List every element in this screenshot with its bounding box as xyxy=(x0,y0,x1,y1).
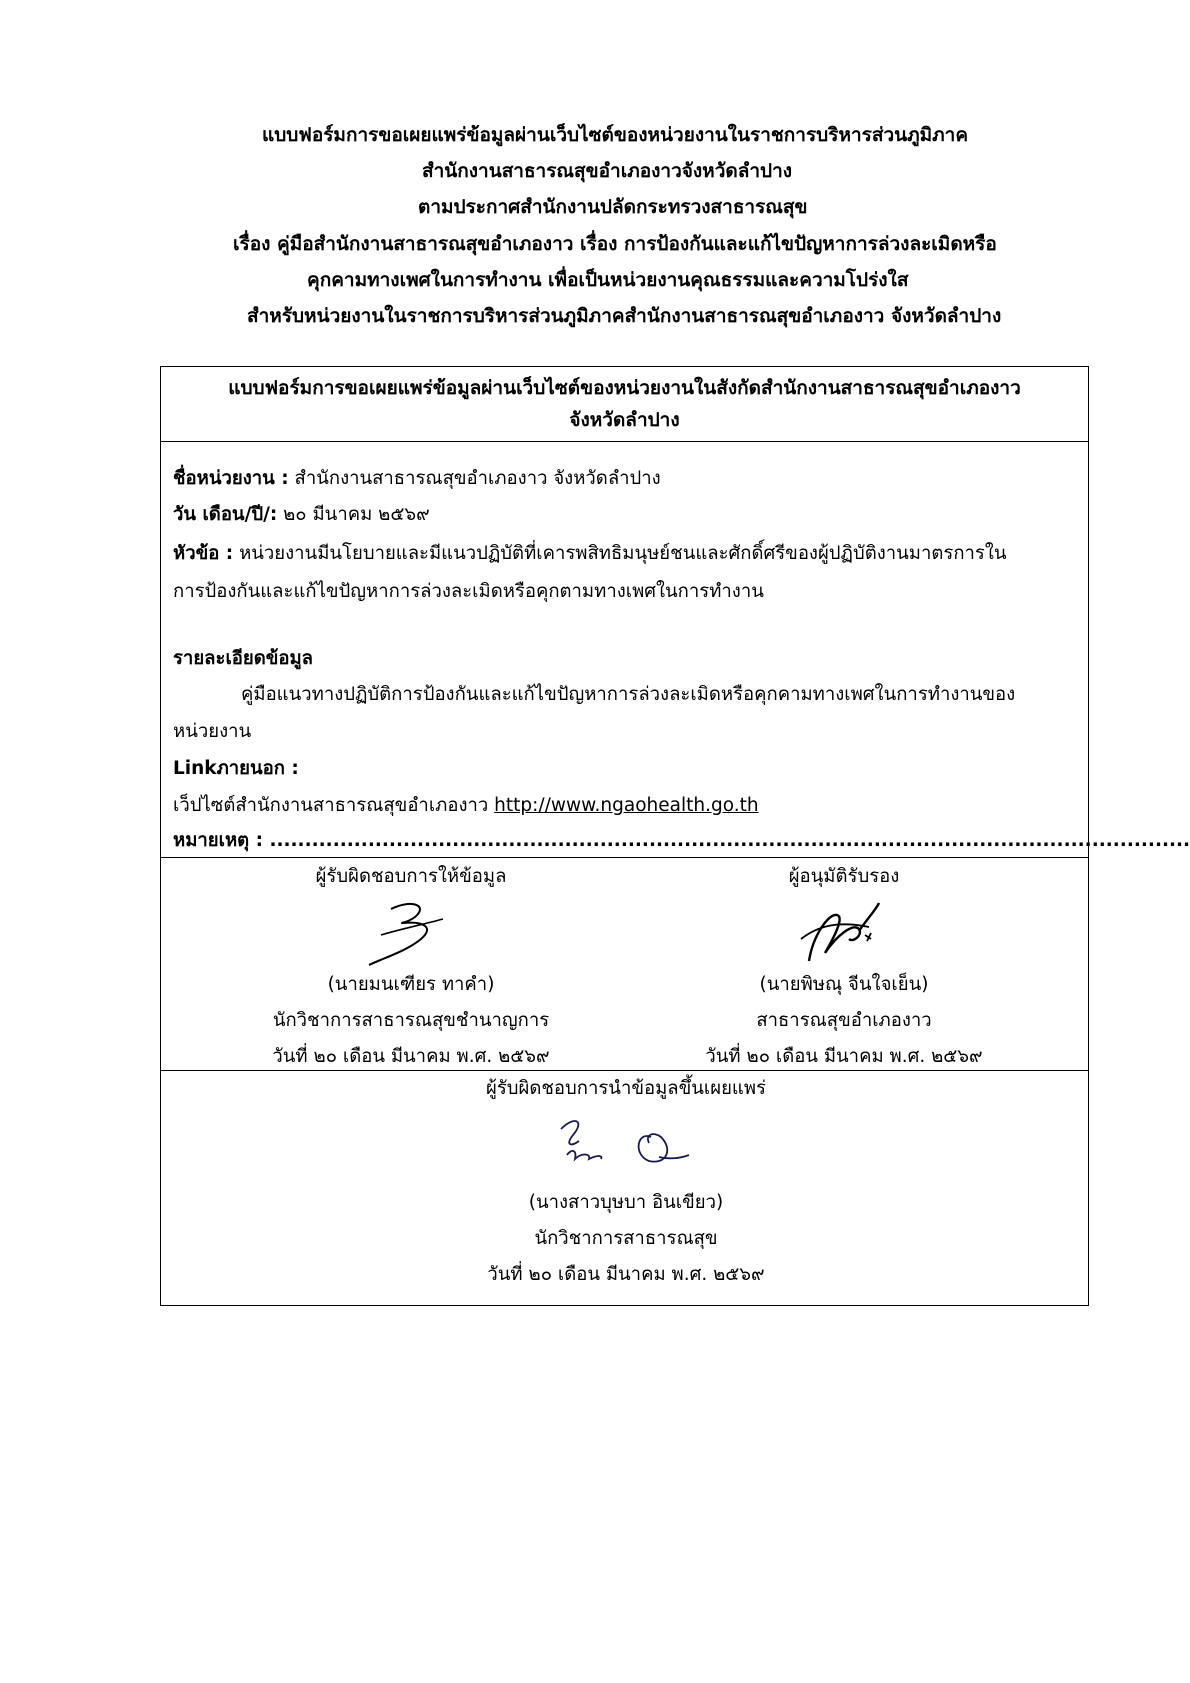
topic-label: หัวข้อ : xyxy=(173,543,234,564)
separator-signatures xyxy=(161,857,1088,858)
form-title-line-1: แบบฟอร์มการขอเผยแพร่ข้อมูลผ่านเว็บไซต์ของหน่วยงานในสังกัดสำนักงานสาธารณสุขอำเภองาว xyxy=(228,377,1021,399)
publisher-signature xyxy=(361,1107,891,1185)
header-line-1: แบบฟอร์มการขอเผยแพร่ข้อมูลผ่านเว็บไซต์ของหน่วยงานในราชการบริหารส่วนภูมิภาค xyxy=(262,124,969,146)
approver-signature xyxy=(629,895,1059,967)
publisher-name: (นางสาวบุษบา อินเขียว) xyxy=(528,1192,724,1213)
publisher-heading: ผู้รับผิดชอบการนำข้อมูลขึ้นเผยแพร่ xyxy=(486,1078,766,1099)
agency-label: ชื่อหน่วยงาน : xyxy=(173,468,289,489)
topic-value-line-2: การป้องกันและแก้ไขปัญหาการล่วงละเมิดหรือคุกตามทางเพศในการทำงาน xyxy=(173,581,764,602)
approver-block xyxy=(629,859,1059,1075)
header-line-4: เรื่อง คู่มือสำนักงานสาธารณสุขอำเภองาว เรื่อง การป้องกันและแก้ไขปัญหาการล่วงละเมิดหรือ xyxy=(233,233,997,255)
note-label: หมายเหตุ : xyxy=(173,830,270,851)
link-prefix: เว็ปไซต์สำนักงานสาธารณสุขอำเภองาว xyxy=(173,795,495,816)
details-line-2: หน่วยงาน xyxy=(173,721,252,742)
header-line-2: สำนักงานสาธารณสุขอำเภองาวจังหวัดลำปาง xyxy=(422,160,793,182)
date-value: ๒๐ มีนาคม ๒๕๖๙ xyxy=(277,504,430,525)
note-dots: ................................................................................................................................... xyxy=(269,830,1190,851)
approver-heading: ผู้อนุมัติรับรอง xyxy=(788,866,900,887)
responsible-block xyxy=(201,859,621,1075)
header-line-3: ตามประกาศสำนักงานปลัดกระทรวงสาธารณสุข xyxy=(418,196,808,218)
approver-name: (นายพิษณุ จีนใจเย็น) xyxy=(759,974,929,995)
external-link[interactable]: http://www.ngaohealth.go.th xyxy=(494,795,759,816)
note-row xyxy=(173,826,1190,856)
form-title-line-2: จังหวัดลำปาง xyxy=(569,409,680,431)
header-line-5: คุกคามทางเพศในการทำงาน เพื่อเป็นหน่วยงานคุณธรรมและความโปร่งใส xyxy=(307,269,909,291)
topic-row xyxy=(173,539,1007,569)
topic-value-line-1: หน่วยงานมีนโยบายและมีแนวปฏิบัติที่เคารพสิทธิมนุษย์ชนและศักดิ์ศรีของผู้ปฏิบัติงานมาตรการใน xyxy=(233,543,1007,564)
approver-date: วันที่ ๒๐ เดือน มีนาคม พ.ศ. ๒๕๖๙ xyxy=(705,1046,983,1067)
agency-value: สำนักงานสาธารณสุขอำเภองาว จังหวัดลำปาง xyxy=(288,468,661,489)
header-line-6: สำหรับหน่วยงานในราชการบริหารส่วนภูมิภาคสำนักงานสาธารณสุขอำเภองาว จังหวัดลำปาง xyxy=(247,305,1002,327)
publisher-position: นักวิชาการสาธารณสุข xyxy=(534,1228,718,1249)
form-title xyxy=(161,367,1088,441)
date-row xyxy=(173,500,430,530)
publisher-date: วันที่ ๒๐ เดือน มีนาคม พ.ศ. ๒๕๖๙ xyxy=(487,1264,765,1285)
responsible-heading: ผู้รับผิดชอบการให้ข้อมูล xyxy=(315,866,507,887)
agency-row xyxy=(173,464,661,494)
responsible-position: นักวิชาการสาธารณสุขชำนาญการ xyxy=(272,1010,550,1031)
responsible-date: วันที่ ๒๐ เดือน มีนาคม พ.ศ. ๒๕๖๙ xyxy=(272,1046,550,1067)
link-row xyxy=(173,791,759,821)
responsible-signature xyxy=(201,895,621,967)
details-label: รายละเอียดข้อมูล xyxy=(173,648,314,669)
date-label: วัน เดือน/ปี/: xyxy=(173,504,278,525)
separator-title xyxy=(161,441,1088,442)
details-line-1: คู่มือแนวทางปฏิบัติการป้องกันและแก้ไขปัญหาการล่วงละเมิดหรือคุกคามทางเพศในการทำงานของ xyxy=(241,684,1016,705)
link-label: Linkภายนอก : xyxy=(173,758,299,779)
responsible-name: (นายมนเฑียร ทาคำ) xyxy=(327,974,495,995)
publisher-block xyxy=(361,1071,891,1293)
approver-position: สาธารณสุขอำเภองาว xyxy=(756,1010,932,1031)
form-frame xyxy=(160,366,1190,1306)
